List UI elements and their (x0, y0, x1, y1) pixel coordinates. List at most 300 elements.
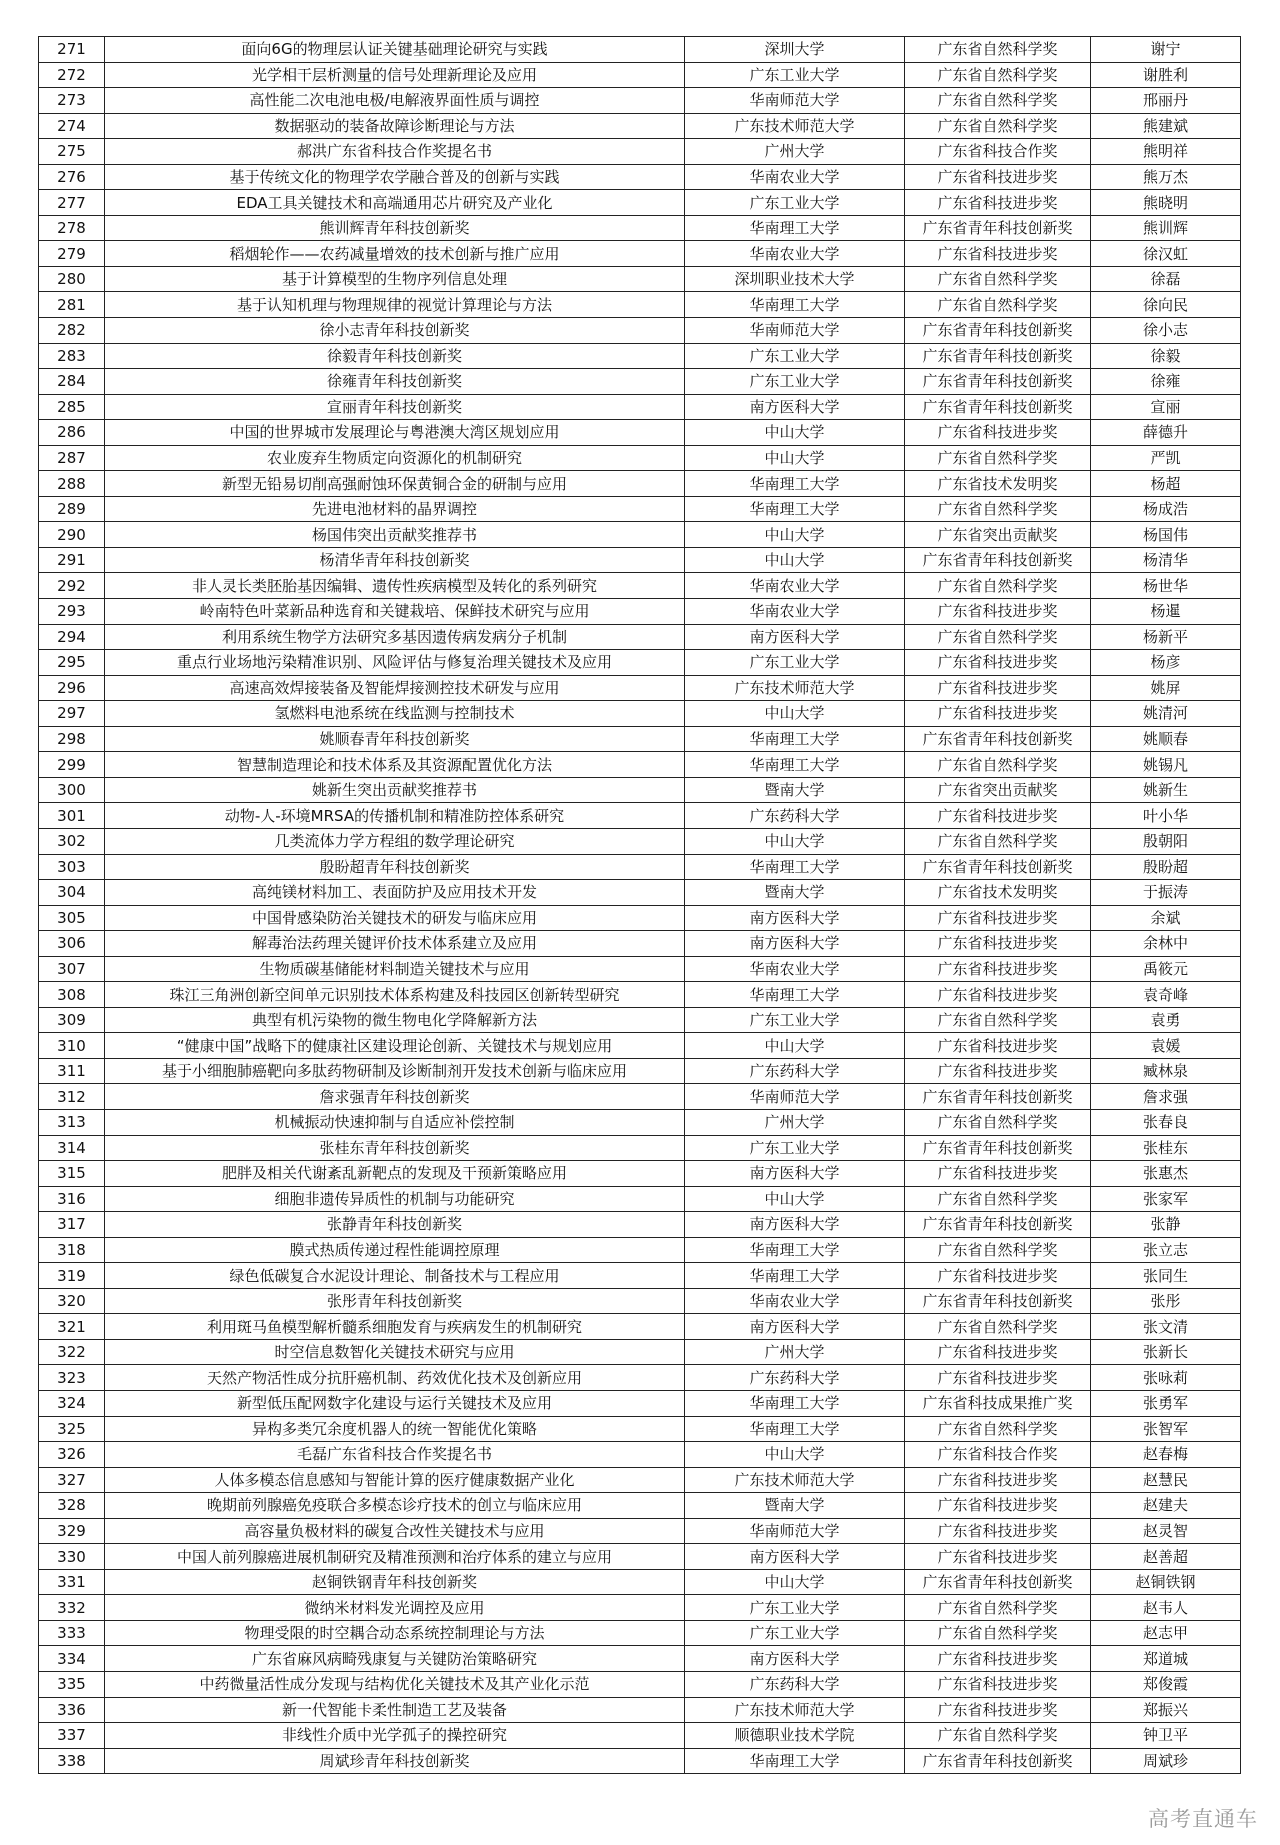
row-number-cell: 290 (39, 522, 105, 548)
nominee-cell: 郑振兴 (1091, 1697, 1241, 1723)
institution-cell: 南方医科大学 (685, 1161, 905, 1187)
table-row (39, 1646, 1241, 1672)
institution-cell: 华南理工大学 (685, 496, 905, 522)
award-type-cell: 广东省科技进步奖 (905, 1365, 1091, 1391)
row-number-cell: 306 (39, 931, 105, 957)
row-number-cell: 305 (39, 905, 105, 931)
award-type-cell: 广东省自然科学奖 (905, 828, 1091, 854)
award-type-cell: 广东省技术发明奖 (905, 880, 1091, 906)
row-number-cell: 313 (39, 1109, 105, 1135)
award-type-cell: 广东省科技进步奖 (905, 803, 1091, 829)
table-row (39, 343, 1241, 369)
institution-cell: 华南农业大学 (685, 164, 905, 190)
award-type-cell: 广东省自然科学奖 (905, 1186, 1091, 1212)
nominee-cell: 袁勇 (1091, 1007, 1241, 1033)
award-type-cell: 广东省科技进步奖 (905, 1672, 1091, 1698)
institution-cell: 中山大学 (685, 828, 905, 854)
nominee-cell: 徐磊 (1091, 266, 1241, 292)
award-type-cell: 广东省科技进步奖 (905, 650, 1091, 676)
award-type-cell: 广东省青年科技创新奖 (905, 854, 1091, 880)
institution-cell: 暨南大学 (685, 880, 905, 906)
institution-cell: 华南农业大学 (685, 573, 905, 599)
nominee-cell: 于振涛 (1091, 880, 1241, 906)
project-title-cell: 熊训辉青年科技创新奖 (105, 215, 685, 241)
project-title-cell: 肥胖及相关代谢紊乱新靶点的发现及干预新策略应用 (105, 1161, 685, 1187)
table-row (39, 1544, 1241, 1570)
nominee-cell: 臧林泉 (1091, 1058, 1241, 1084)
nominee-cell: 张新长 (1091, 1339, 1241, 1365)
award-type-cell: 广东省自然科学奖 (905, 113, 1091, 139)
institution-cell: 华南农业大学 (685, 956, 905, 982)
nominee-cell: 张文清 (1091, 1314, 1241, 1340)
project-title-cell: 徐雍青年科技创新奖 (105, 369, 685, 395)
project-title-cell: 珠江三角洲创新空间单元识别技术体系构建及科技园区创新转型研究 (105, 982, 685, 1008)
award-type-cell: 广东省青年科技创新奖 (905, 394, 1091, 420)
project-title-cell: 膜式热质传递过程性能调控原理 (105, 1237, 685, 1263)
institution-cell: 广东工业大学 (685, 1007, 905, 1033)
row-number-cell: 314 (39, 1135, 105, 1161)
row-number-cell: 287 (39, 445, 105, 471)
row-number-cell: 317 (39, 1212, 105, 1238)
row-number-cell: 329 (39, 1518, 105, 1544)
nominee-cell: 叶小华 (1091, 803, 1241, 829)
project-title-cell: 詹求强青年科技创新奖 (105, 1084, 685, 1110)
institution-cell: 华南理工大学 (685, 1263, 905, 1289)
institution-cell: 广东工业大学 (685, 343, 905, 369)
nominee-cell: 熊晓明 (1091, 190, 1241, 216)
table-row (39, 1442, 1241, 1468)
row-number-cell: 293 (39, 599, 105, 625)
project-title-cell: 张彤青年科技创新奖 (105, 1288, 685, 1314)
institution-cell: 中山大学 (685, 445, 905, 471)
table-row (39, 62, 1241, 88)
institution-cell: 华南理工大学 (685, 1416, 905, 1442)
nominee-cell: 赵慧民 (1091, 1467, 1241, 1493)
institution-cell: 深圳大学 (685, 37, 905, 63)
table-row (39, 292, 1241, 318)
nominee-cell: 姚顺春 (1091, 726, 1241, 752)
institution-cell: 广东工业大学 (685, 1620, 905, 1646)
table-row (39, 828, 1241, 854)
award-type-cell: 广东省技术发明奖 (905, 471, 1091, 497)
award-type-cell: 广东省科技进步奖 (905, 1161, 1091, 1187)
table-row (39, 675, 1241, 701)
institution-cell: 华南农业大学 (685, 241, 905, 267)
row-number-cell: 297 (39, 701, 105, 727)
table-row (39, 215, 1241, 241)
row-number-cell: 312 (39, 1084, 105, 1110)
institution-cell: 中山大学 (685, 547, 905, 573)
institution-cell: 华南理工大学 (685, 1748, 905, 1774)
row-number-cell: 284 (39, 369, 105, 395)
project-title-cell: 非人灵长类胚胎基因编辑、遗传性疾病模型及转化的系列研究 (105, 573, 685, 599)
table-row (39, 599, 1241, 625)
table-row (39, 650, 1241, 676)
nominee-cell: 张春良 (1091, 1109, 1241, 1135)
nominee-cell: 杨世华 (1091, 573, 1241, 599)
award-type-cell: 广东省科技合作奖 (905, 1442, 1091, 1468)
institution-cell: 广东技术师范大学 (685, 1697, 905, 1723)
table-row (39, 701, 1241, 727)
nominee-cell: 熊明祥 (1091, 139, 1241, 165)
table-row (39, 1697, 1241, 1723)
award-type-cell: 广东省青年科技创新奖 (905, 547, 1091, 573)
table-row (39, 1263, 1241, 1289)
project-title-cell: 杨国伟突出贡献奖推荐书 (105, 522, 685, 548)
project-title-cell: 绿色低碳复合水泥设计理论、制备技术与工程应用 (105, 1263, 685, 1289)
table-row (39, 394, 1241, 420)
nominee-cell: 张彤 (1091, 1288, 1241, 1314)
nominee-cell: 殷盼超 (1091, 854, 1241, 880)
nominee-cell: 余林中 (1091, 931, 1241, 957)
table-row (39, 854, 1241, 880)
table-row (39, 1161, 1241, 1187)
row-number-cell: 327 (39, 1467, 105, 1493)
watermark: 高考直通车 (1148, 1807, 1258, 1831)
project-title-cell: 细胞非遗传异质性的机制与功能研究 (105, 1186, 685, 1212)
row-number-cell: 331 (39, 1569, 105, 1595)
institution-cell: 华南理工大学 (685, 215, 905, 241)
table-row (39, 1339, 1241, 1365)
row-number-cell: 289 (39, 496, 105, 522)
table-row (39, 624, 1241, 650)
table-row (39, 1748, 1241, 1774)
project-title-cell: 姚顺春青年科技创新奖 (105, 726, 685, 752)
row-number-cell: 302 (39, 828, 105, 854)
table-row (39, 1723, 1241, 1749)
award-table-body (39, 37, 1241, 1774)
row-number-cell: 285 (39, 394, 105, 420)
table-row (39, 777, 1241, 803)
project-title-cell: 典型有机污染物的微生物电化学降解新方法 (105, 1007, 685, 1033)
table-row (39, 113, 1241, 139)
institution-cell: 南方医科大学 (685, 1212, 905, 1238)
project-title-cell: 基于小细胞肺癌靶向多肽药物研制及诊断制剂开发技术创新与临床应用 (105, 1058, 685, 1084)
institution-cell: 广州大学 (685, 139, 905, 165)
award-type-cell: 广东省青年科技创新奖 (905, 1084, 1091, 1110)
table-row (39, 1595, 1241, 1621)
nominee-cell: 郑俊霞 (1091, 1672, 1241, 1698)
award-type-cell: 广东省科技进步奖 (905, 241, 1091, 267)
project-title-cell: 重点行业场地污染精准识别、风险评估与修复治理关键技术及应用 (105, 650, 685, 676)
project-title-cell: 天然产物活性成分抗肝癌机制、药效优化技术及创新应用 (105, 1365, 685, 1391)
row-number-cell: 325 (39, 1416, 105, 1442)
row-number-cell: 337 (39, 1723, 105, 1749)
institution-cell: 广东工业大学 (685, 190, 905, 216)
nominee-cell: 张家军 (1091, 1186, 1241, 1212)
institution-cell: 华南理工大学 (685, 854, 905, 880)
nominee-cell: 杨暹 (1091, 599, 1241, 625)
award-type-cell: 广东省青年科技创新奖 (905, 1569, 1091, 1595)
table-row (39, 1672, 1241, 1698)
table-row (39, 573, 1241, 599)
institution-cell: 中山大学 (685, 1569, 905, 1595)
table-row (39, 496, 1241, 522)
project-title-cell: 生物质碳基储能材料制造关键技术与应用 (105, 956, 685, 982)
row-number-cell: 328 (39, 1493, 105, 1519)
nominee-cell: 郑道城 (1091, 1646, 1241, 1672)
award-type-cell: 广东省科技进步奖 (905, 701, 1091, 727)
award-type-cell: 广东省科技合作奖 (905, 139, 1091, 165)
table-row (39, 522, 1241, 548)
table-row (39, 1620, 1241, 1646)
institution-cell: 南方医科大学 (685, 1646, 905, 1672)
nominee-cell: 徐毅 (1091, 343, 1241, 369)
row-number-cell: 292 (39, 573, 105, 599)
project-title-cell: 殷盼超青年科技创新奖 (105, 854, 685, 880)
award-type-cell: 广东省科技进步奖 (905, 1263, 1091, 1289)
project-title-cell: 张桂东青年科技创新奖 (105, 1135, 685, 1161)
row-number-cell: 288 (39, 471, 105, 497)
row-number-cell: 286 (39, 420, 105, 446)
project-title-cell: 农业废弃生物质定向资源化的机制研究 (105, 445, 685, 471)
nominee-cell: 熊训辉 (1091, 215, 1241, 241)
row-number-cell: 278 (39, 215, 105, 241)
institution-cell: 广东工业大学 (685, 62, 905, 88)
nominee-cell: 谢宁 (1091, 37, 1241, 63)
row-number-cell: 318 (39, 1237, 105, 1263)
table-row (39, 1109, 1241, 1135)
row-number-cell: 304 (39, 880, 105, 906)
table-row (39, 880, 1241, 906)
table-row (39, 471, 1241, 497)
nominee-cell: 张桂东 (1091, 1135, 1241, 1161)
nominee-cell: 姚清河 (1091, 701, 1241, 727)
table-row (39, 1288, 1241, 1314)
table-row (39, 164, 1241, 190)
row-number-cell: 336 (39, 1697, 105, 1723)
award-type-cell: 广东省科技进步奖 (905, 1544, 1091, 1570)
institution-cell: 华南农业大学 (685, 1288, 905, 1314)
row-number-cell: 334 (39, 1646, 105, 1672)
project-title-cell: 智慧制造理论和技术体系及其资源配置优化方法 (105, 752, 685, 778)
table-row (39, 1518, 1241, 1544)
table-row (39, 931, 1241, 957)
nominee-cell: 詹求强 (1091, 1084, 1241, 1110)
institution-cell: 华南理工大学 (685, 471, 905, 497)
row-number-cell: 273 (39, 88, 105, 114)
project-title-cell: 先进电池材料的晶界调控 (105, 496, 685, 522)
project-title-cell: 张静青年科技创新奖 (105, 1212, 685, 1238)
row-number-cell: 300 (39, 777, 105, 803)
project-title-cell: 物理受限的时空耦合动态系统控制理论与方法 (105, 1620, 685, 1646)
nominee-cell: 钟卫平 (1091, 1723, 1241, 1749)
project-title-cell: 利用斑马鱼模型解析髓系细胞发育与疾病发生的机制研究 (105, 1314, 685, 1340)
nominee-cell: 姚新生 (1091, 777, 1241, 803)
table-row (39, 241, 1241, 267)
award-type-cell: 广东省青年科技创新奖 (905, 726, 1091, 752)
row-number-cell: 281 (39, 292, 105, 318)
row-number-cell: 311 (39, 1058, 105, 1084)
institution-cell: 中山大学 (685, 1033, 905, 1059)
nominee-cell: 殷朝阳 (1091, 828, 1241, 854)
project-title-cell: 基于传统文化的物理学农学融合普及的创新与实践 (105, 164, 685, 190)
row-number-cell: 333 (39, 1620, 105, 1646)
award-table (38, 36, 1241, 1774)
row-number-cell: 301 (39, 803, 105, 829)
institution-cell: 广东药科大学 (685, 1058, 905, 1084)
award-type-cell: 广东省自然科学奖 (905, 1620, 1091, 1646)
institution-cell: 广州大学 (685, 1109, 905, 1135)
award-type-cell: 广东省科技进步奖 (905, 1518, 1091, 1544)
row-number-cell: 323 (39, 1365, 105, 1391)
project-title-cell: 面向6G的物理层认证关键基础理论研究与实践 (105, 37, 685, 63)
project-title-cell: 中国的世界城市发展理论与粤港澳大湾区规划应用 (105, 420, 685, 446)
award-type-cell: 广东省自然科学奖 (905, 1007, 1091, 1033)
table-row (39, 1084, 1241, 1110)
award-type-cell: 广东省青年科技创新奖 (905, 1212, 1091, 1238)
project-title-cell: 新型低压配网数字化建设与运行关键技术及应用 (105, 1390, 685, 1416)
row-number-cell: 326 (39, 1442, 105, 1468)
institution-cell: 华南农业大学 (685, 599, 905, 625)
institution-cell: 中山大学 (685, 1186, 905, 1212)
row-number-cell: 324 (39, 1390, 105, 1416)
award-type-cell: 广东省科技进步奖 (905, 956, 1091, 982)
row-number-cell: 303 (39, 854, 105, 880)
project-title-cell: 晚期前列腺癌免疫联合多模态诊疗技术的创立与临床应用 (105, 1493, 685, 1519)
project-title-cell: 中国骨感染防治关键技术的研发与临床应用 (105, 905, 685, 931)
award-type-cell: 广东省自然科学奖 (905, 266, 1091, 292)
project-title-cell: 中国人前列腺癌进展机制研究及精准预测和治疗体系的建立与应用 (105, 1544, 685, 1570)
table-row (39, 318, 1241, 344)
institution-cell: 广东技术师范大学 (685, 675, 905, 701)
award-type-cell: 广东省自然科学奖 (905, 1109, 1091, 1135)
table-row (39, 803, 1241, 829)
table-row (39, 726, 1241, 752)
table-row (39, 420, 1241, 446)
institution-cell: 华南师范大学 (685, 1084, 905, 1110)
row-number-cell: 294 (39, 624, 105, 650)
row-number-cell: 309 (39, 1007, 105, 1033)
nominee-cell: 余斌 (1091, 905, 1241, 931)
award-type-cell: 广东省科技进步奖 (905, 1058, 1091, 1084)
project-title-cell: 非线性介质中光学孤子的操控研究 (105, 1723, 685, 1749)
nominee-cell: 邢丽丹 (1091, 88, 1241, 114)
institution-cell: 中山大学 (685, 522, 905, 548)
award-type-cell: 广东省科技进步奖 (905, 982, 1091, 1008)
award-type-cell: 广东省自然科学奖 (905, 292, 1091, 318)
project-title-cell: 机械振动快速抑制与自适应补偿控制 (105, 1109, 685, 1135)
institution-cell: 暨南大学 (685, 1493, 905, 1519)
institution-cell: 顺德职业技术学院 (685, 1723, 905, 1749)
table-row (39, 1186, 1241, 1212)
award-type-cell: 广东省科技进步奖 (905, 905, 1091, 931)
award-type-cell: 广东省科技进步奖 (905, 1697, 1091, 1723)
project-title-cell: 氢燃料电池系统在线监测与控制技术 (105, 701, 685, 727)
award-type-cell: 广东省青年科技创新奖 (905, 215, 1091, 241)
table-row (39, 1467, 1241, 1493)
table-row (39, 1569, 1241, 1595)
project-title-cell: 杨清华青年科技创新奖 (105, 547, 685, 573)
nominee-cell: 徐雍 (1091, 369, 1241, 395)
nominee-cell: 杨国伟 (1091, 522, 1241, 548)
project-title-cell: 几类流体力学方程组的数学理论研究 (105, 828, 685, 854)
award-type-cell: 广东省青年科技创新奖 (905, 1288, 1091, 1314)
project-title-cell: 徐小志青年科技创新奖 (105, 318, 685, 344)
award-type-cell: 广东省科技进步奖 (905, 1493, 1091, 1519)
row-number-cell: 332 (39, 1595, 105, 1621)
award-type-cell: 广东省自然科学奖 (905, 752, 1091, 778)
row-number-cell: 272 (39, 62, 105, 88)
project-title-cell: 稻烟轮作——农药减量增效的技术创新与推广应用 (105, 241, 685, 267)
award-type-cell: 广东省自然科学奖 (905, 1237, 1091, 1263)
award-type-cell: 广东省青年科技创新奖 (905, 318, 1091, 344)
award-type-cell: 广东省自然科学奖 (905, 496, 1091, 522)
project-title-cell: 徐毅青年科技创新奖 (105, 343, 685, 369)
nominee-cell: 赵灵智 (1091, 1518, 1241, 1544)
table-row (39, 905, 1241, 931)
project-title-cell: 光学相干层析测量的信号处理新理论及应用 (105, 62, 685, 88)
award-type-cell: 广东省自然科学奖 (905, 1416, 1091, 1442)
project-title-cell: 人体多模态信息感知与智能计算的医疗健康数据产业化 (105, 1467, 685, 1493)
project-title-cell: 异构多类冗余度机器人的统一智能优化策略 (105, 1416, 685, 1442)
nominee-cell: 熊建斌 (1091, 113, 1241, 139)
award-type-cell: 广东省自然科学奖 (905, 573, 1091, 599)
award-type-cell: 广东省自然科学奖 (905, 88, 1091, 114)
project-title-cell: 毛磊广东省科技合作奖提名书 (105, 1442, 685, 1468)
project-title-cell: 高纯镁材料加工、表面防护及应用技术开发 (105, 880, 685, 906)
nominee-cell: 熊万杰 (1091, 164, 1241, 190)
row-number-cell: 283 (39, 343, 105, 369)
table-row (39, 37, 1241, 63)
nominee-cell: 杨成浩 (1091, 496, 1241, 522)
nominee-cell: 杨清华 (1091, 547, 1241, 573)
row-number-cell: 299 (39, 752, 105, 778)
award-type-cell: 广东省自然科学奖 (905, 1314, 1091, 1340)
institution-cell: 南方医科大学 (685, 624, 905, 650)
award-type-cell: 广东省青年科技创新奖 (905, 369, 1091, 395)
project-title-cell: 宣丽青年科技创新奖 (105, 394, 685, 420)
row-number-cell: 330 (39, 1544, 105, 1570)
project-title-cell: 动物-人-环境MRSA的传播机制和精准防控体系研究 (105, 803, 685, 829)
row-number-cell: 279 (39, 241, 105, 267)
table-row (39, 956, 1241, 982)
institution-cell: 华南理工大学 (685, 982, 905, 1008)
row-number-cell: 271 (39, 37, 105, 63)
award-type-cell: 广东省科技进步奖 (905, 675, 1091, 701)
table-row (39, 752, 1241, 778)
row-number-cell: 295 (39, 650, 105, 676)
row-number-cell: 308 (39, 982, 105, 1008)
table-row (39, 1237, 1241, 1263)
table-row (39, 369, 1241, 395)
institution-cell: 华南理工大学 (685, 1237, 905, 1263)
table-row (39, 1314, 1241, 1340)
row-number-cell: 276 (39, 164, 105, 190)
row-number-cell: 321 (39, 1314, 105, 1340)
nominee-cell: 赵韦人 (1091, 1595, 1241, 1621)
award-type-cell: 广东省自然科学奖 (905, 624, 1091, 650)
row-number-cell: 296 (39, 675, 105, 701)
institution-cell: 广东工业大学 (685, 1135, 905, 1161)
table-row (39, 88, 1241, 114)
nominee-cell: 张同生 (1091, 1263, 1241, 1289)
nominee-cell: 杨超 (1091, 471, 1241, 497)
award-type-cell: 广东省科技进步奖 (905, 599, 1091, 625)
institution-cell: 广东工业大学 (685, 369, 905, 395)
row-number-cell: 315 (39, 1161, 105, 1187)
row-number-cell: 282 (39, 318, 105, 344)
institution-cell: 深圳职业技术大学 (685, 266, 905, 292)
institution-cell: 南方医科大学 (685, 905, 905, 931)
nominee-cell: 张惠杰 (1091, 1161, 1241, 1187)
project-title-cell: 基于认知机理与物理规律的视觉计算理论与方法 (105, 292, 685, 318)
project-title-cell: 高容量负极材料的碳复合改性关键技术与应用 (105, 1518, 685, 1544)
award-type-cell: 广东省科技进步奖 (905, 164, 1091, 190)
project-title-cell: 解毒治法药理关键评价技术体系建立及应用 (105, 931, 685, 957)
award-type-cell: 广东省科技进步奖 (905, 1646, 1091, 1672)
institution-cell: 中山大学 (685, 701, 905, 727)
